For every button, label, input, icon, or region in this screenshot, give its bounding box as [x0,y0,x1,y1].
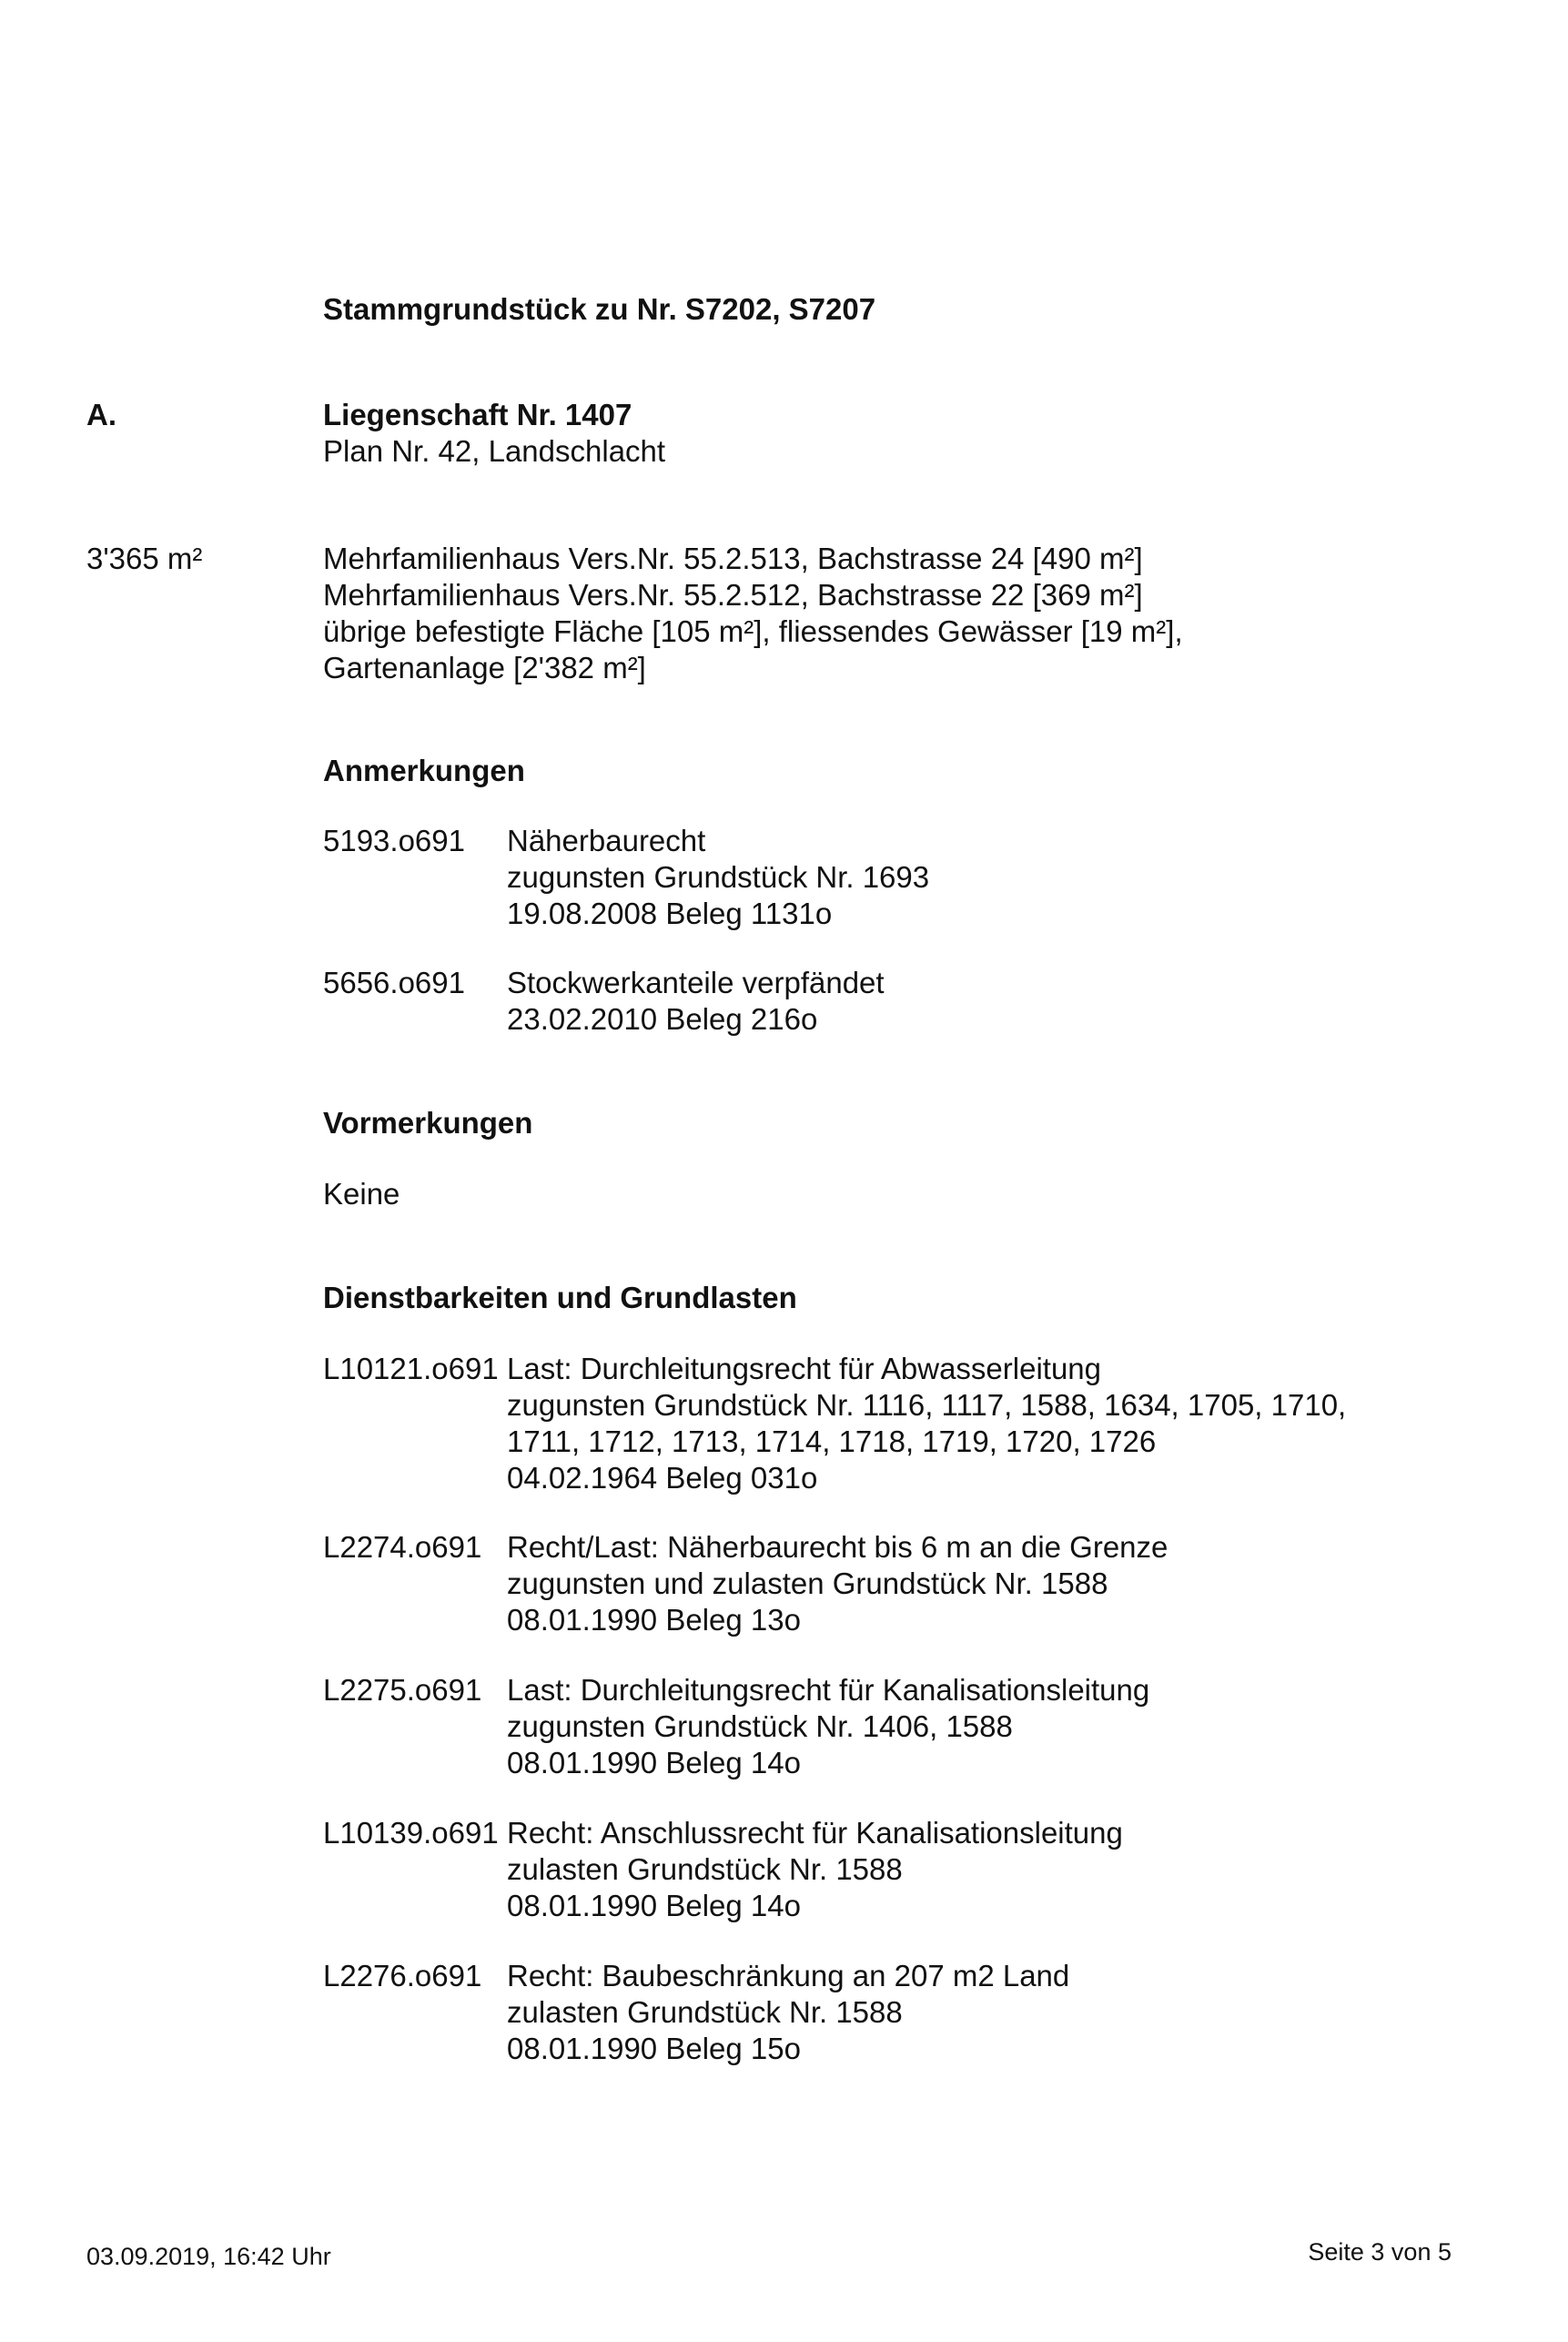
entry-text [507,1958,1069,2067]
entry-line: Last: Durchleitungsrecht für Kanalisationsleitung [507,1673,1150,1707]
entry-line: zulasten Grundstück Nr. 1588 [507,1852,903,1886]
entry-line: 19.08.2008 Beleg 1131o [507,897,833,930]
entry-text [507,823,929,932]
area-line: Mehrfamilienhaus Vers.Nr. 55.2.513, Bachstrasse 24 [490 m²] [323,542,1143,575]
entry-code: L2274.o691 [323,1530,482,1564]
entry-line: 08.01.1990 Beleg 15o [507,2032,801,2065]
entry-code: L10121.o691 [323,1352,499,1385]
entry-text [507,965,885,1038]
entry-code: L2276.o691 [323,1959,482,1992]
entry-line: zulasten Grundstück Nr. 1588 [507,1995,903,2029]
entry-line: Recht: Anschlussrecht für Kanalisationsleitung [507,1816,1123,1850]
area-breakdown [323,541,1183,686]
entry-line: 08.01.1990 Beleg 14o [507,1746,801,1779]
entry-line: Recht: Baubeschränkung an 207 m2 Land [507,1959,1070,1992]
plan-number: Plan Nr. 42, Landschlacht [323,434,666,468]
section-label: A. [86,398,116,431]
vormerkungen-heading: Vormerkungen [323,1106,533,1140]
entry-line: 08.01.1990 Beleg 14o [507,1889,801,1922]
area-line: Mehrfamilienhaus Vers.Nr. 55.2.512, Bachstrasse 22 [369 m²] [323,578,1143,612]
entry-line: Last: Durchleitungsrecht für Abwasserleitung [507,1352,1102,1385]
entry-line: 23.02.2010 Beleg 216o [507,1002,818,1036]
area-line: übrige befestigte Fläche [105 m²], fliessendes Gewässer [19 m²], [323,614,1183,648]
entry-line: zugunsten Grundstück Nr. 1406, 1588 [507,1709,1013,1743]
entry-line: 04.02.1964 Beleg 031o [507,1461,818,1495]
entry-line: zugunsten Grundstück Nr. 1693 [507,860,930,894]
entry-code: 5193.o691 [323,824,465,857]
footer-timestamp: 03.09.2019, 16:42 Uhr [86,2243,331,2270]
entry-text [507,1529,1168,1638]
entry-line: zugunsten und zulasten Grundstück Nr. 1588 [507,1566,1108,1600]
entry-line: 1711, 1712, 1713, 1714, 1718, 1719, 1720, 1726 [507,1424,1157,1458]
vormerkungen-value: Keine [323,1177,400,1211]
entry-line: 08.01.1990 Beleg 13o [507,1603,801,1637]
property-heading: Liegenschaft Nr. 1407 [323,398,632,431]
entry-line: Recht/Last: Näherbaurecht bis 6 m an die Grenze [507,1530,1168,1564]
anmerkungen-heading: Anmerkungen [323,754,525,787]
entry-code: L2275.o691 [323,1673,482,1707]
entry-text [507,1351,1346,1496]
entry-line: zugunsten Grundstück Nr. 1116, 1117, 1588, 1634, 1705, 1710, [507,1388,1347,1422]
area-line: Gartenanlage [2'382 m²] [323,651,646,684]
entry-text [507,1815,1123,1924]
entry-code: 5656.o691 [323,966,465,999]
entry-text [507,1672,1149,1781]
document-title: Stammgrundstück zu Nr. S7202, S7207 [323,292,876,326]
entry-line: Stockwerkanteile verpfändet [507,966,885,999]
total-area: 3'365 m² [86,542,203,575]
footer-page-number: Seite 3 von 5 [1308,2238,1452,2266]
dienstbarkeiten-heading: Dienstbarkeiten und Grundlasten [323,1281,797,1314]
entry-line: Näherbaurecht [507,824,706,857]
entry-code: L10139.o691 [323,1816,499,1850]
